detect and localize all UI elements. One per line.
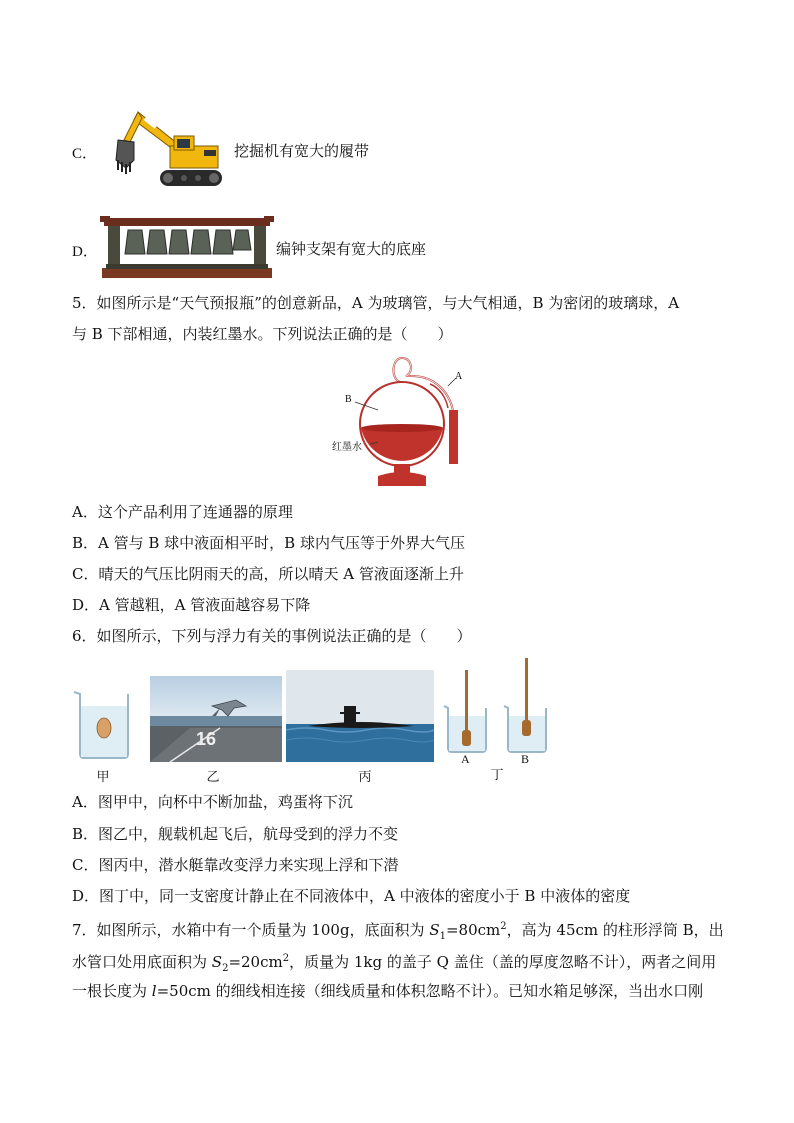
- q5-figure-label-a: A: [455, 371, 463, 382]
- beaker-egg-figure: [72, 688, 136, 760]
- q6-deck-number: 16: [196, 729, 217, 749]
- q6-caption-ding: 丁: [490, 768, 504, 783]
- q7-line1-a: 7．如图所示，水箱中有一个质量为 100g，底面积为: [72, 921, 430, 939]
- q7-line3-b: =50cm 的细线相连接（细线质量和体积忽略不计）。已知水箱足够深，当出水口刚: [156, 982, 704, 1000]
- q7-line1-var: S: [429, 921, 440, 939]
- q7-line2-c: ，质量为 1kg 的盖子 Q 盖住（盖的厚度忽略不计），两者之间用: [289, 953, 717, 971]
- q4-option-c-label: C．: [72, 146, 98, 162]
- q5-option-b: B．A 管与 B 球中液面相平时，B 球内气压等于外界大气压: [72, 534, 465, 552]
- q6-caption-a: A: [461, 752, 470, 766]
- q5-option-d: D．A 管越粗，A 管液面越容易下降: [72, 596, 311, 614]
- weather-bottle-figure: [330, 352, 470, 492]
- q7-line2-var: S: [211, 953, 223, 971]
- q5-option-a: A．这个产品利用了连通器的原理: [72, 503, 293, 521]
- q6-option-b: B．图乙中，舰载机起飞后，航母受到的浮力不变: [72, 825, 399, 843]
- q6-option-c: C．图丙中，潜水艇靠改变浮力来实现上浮和下潜: [72, 856, 399, 874]
- q6-caption-b: B: [521, 752, 530, 766]
- q5-option-c: C．晴天的气压比阴雨天的高，所以晴天 A 管液面逐渐上升: [72, 565, 464, 583]
- q4-option-c-text: 挖掘机有宽大的履带: [234, 142, 370, 160]
- q6-caption-bing: 丙: [358, 770, 372, 785]
- q5-stem-line2: 与 B 下部相通，内装红墨水。下列说法正确的是（ ）: [72, 325, 453, 343]
- q7-line2-a: 水管口处用底面积为: [72, 953, 212, 971]
- q4-option-d-text: 编钟支架有宽大的底座: [276, 240, 427, 258]
- hydrometer-figure: [442, 656, 550, 756]
- q7-line1-sup: 2: [500, 921, 507, 932]
- chime-bells-icon: [100, 216, 274, 280]
- q5-figure-label-ink: 红墨水: [332, 442, 362, 453]
- q7-line3-var: l: [151, 982, 157, 1000]
- q7-line2-sub: 2: [222, 963, 229, 974]
- q7-line1-c: ，高为 45cm 的柱形浮筒 B，出: [506, 921, 724, 939]
- q6-caption-jia: 甲: [96, 770, 110, 785]
- q7-line1: [72, 917, 724, 947]
- q7-line2-b: =20cm: [228, 953, 283, 971]
- q6-stem: 6．如图所示，下列与浮力有关的事例说法正确的是（ ）: [72, 627, 472, 645]
- q7-line3: [72, 981, 703, 1001]
- q7-line1-sub: 1: [439, 931, 446, 942]
- q6-option-a: A．图甲中，向杯中不断加盐，鸡蛋将下沉: [72, 793, 353, 811]
- q4-option-d-label: D．: [72, 244, 98, 260]
- q6-option-d: D．图丁中，同一支密度计静止在不同液体中，A 中液体的密度小于 B 中液体的密度: [72, 887, 631, 905]
- q7-line2-sup: 2: [282, 953, 290, 964]
- q6-caption-yi: 乙: [206, 770, 220, 785]
- q5-figure-label-b: B: [345, 394, 352, 405]
- q7-line3-a: 一根长度为: [72, 982, 152, 1000]
- q5-stem-line1: 5．如图所示是“天气预报瓶”的创意新品，A 为玻璃管，与大气相通，B 为密闭的玻璃球，A: [72, 294, 680, 312]
- submarine-figure: [286, 670, 434, 762]
- q7-line1-b: =80cm: [445, 921, 501, 939]
- q7-line2: [72, 949, 716, 979]
- excavator-icon: [104, 100, 228, 196]
